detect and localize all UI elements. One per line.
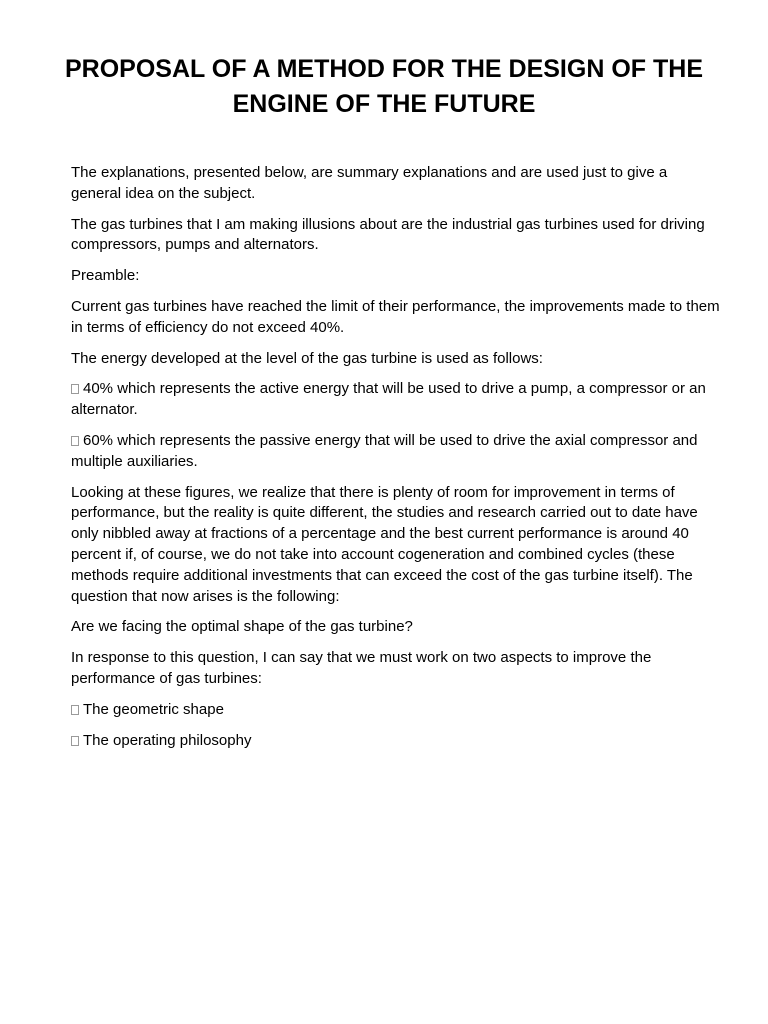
gas-turbines-paragraph: The gas turbines that I am making illusions about are the industrial gas turbines used for driving compressors, pumps and alternators.: [71, 215, 705, 254]
title-line-1: PROPOSAL OF A METHOD FOR THE DESIGN OF THE: [65, 55, 703, 83]
performance-limit-paragraph: Current gas turbines have reached the limit of their performance, the improvements made to them in terms of efficiency do not exceed 40%.: [71, 297, 720, 336]
energy-usage-paragraph: The energy developed at the level of the gas turbine is used as follows:: [71, 349, 543, 367]
response-paragraph: In response to this question, I can say that we must work on two aspects to improve the performance of gas turbines:: [71, 649, 652, 687]
figures-analysis-paragraph: Looking at these figures, we realize that there is plenty of room for improvement in terms of performance, but the reality is quite different, the studies and research carried out to date have only nibbled away at fractions of a percentage and the best current performance is around 40 percent if, of course, we do not take into account cogeneration and combined cycles (these methods require additional investments that can exceed the cost of the gas turbine itself). The question that now arises is the following:: [71, 483, 698, 605]
bullet-text: 60% which represents the passive energy that will be used to drive the axial compressor and multiple auxiliaries.: [71, 431, 698, 470]
document-title: [40, 52, 728, 122]
energy-bullet-passive: [71, 431, 721, 473]
bullet-text: 40% which represents the active energy that will be used to drive a pump, a compressor or an alternator.: [71, 380, 706, 419]
bullet-box-icon: [71, 384, 79, 394]
title-line-2: ENGINE OF THE FUTURE: [232, 90, 536, 118]
document-body: [71, 163, 721, 761]
bullet-text: The operating philosophy: [83, 731, 252, 749]
optimal-shape-question: Are we facing the optimal shape of the gas turbine?: [71, 618, 413, 636]
bullet-box-icon: [71, 736, 79, 746]
aspect-bullet-philosophy: [71, 731, 721, 752]
energy-bullet-active: [71, 379, 721, 421]
preamble-heading: Preamble:: [71, 267, 140, 285]
bullet-box-icon: [71, 436, 79, 446]
aspect-bullet-geometric: [71, 700, 721, 721]
intro-paragraph: The explanations, presented below, are summary explanations and are used just to give a general idea on the subject.: [71, 164, 668, 202]
bullet-box-icon: [71, 705, 79, 715]
bullet-text: The geometric shape: [83, 700, 224, 718]
